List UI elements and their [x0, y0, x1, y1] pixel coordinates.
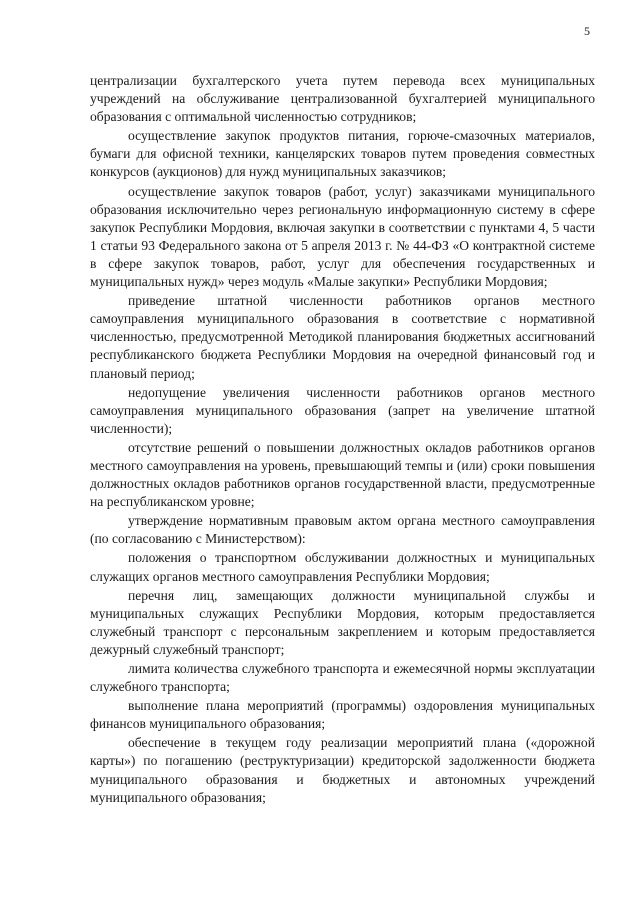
document-body	[90, 72, 595, 807]
paragraph-staff-normalization: приведение штатной численности работников органов местного самоуправления муниципального образования в соответствие с нормативной численностью, предусмотренной Методикой планирования бюджетных ассигнований республиканского бюджета Республики Мордовия на очередной финансовый год и плановый период;	[90, 293, 595, 381]
paragraph-legal-act-approval: утверждение нормативным правовым актом органа местного самоуправления (по согласованию с Министерством):	[90, 513, 595, 547]
paragraph-transport-limit: лимита количества служебного транспорта и ежемесячной нормы эксплуатации служебного транспорта;	[90, 661, 595, 695]
paragraph-recovery-plan: выполнение плана мероприятий (программы) оздоровления муниципальных финансов муниципального образования;	[90, 698, 595, 732]
paragraph-salary-increase-limit: отсутствие решений о повышении должностных окладов работников органов местного самоуправления на уровень, превышающий темпы и (или) сроки повышения должностных окладов работников органов государственной власти, предусмотренные на республиканском уровне;	[90, 439, 595, 510]
paragraph-staff-increase-ban: недопущение увеличения численности работников органов местного самоуправления муниципального образования (запрет на увеличение штатной численности);	[90, 384, 595, 436]
paragraph-regional-procurement-system: осуществление закупок товаров (работ, услуг) заказчиками муниципального образования исключительно через региональную информационную систему в сфере закупок Республики Мордовия, включая закупки в соответствии с пунктами 4, 5 части 1 статьи 93 Федерального закона от 5 апреля 2013 г. № 44-ФЗ «О контрактной системе в сфере закупок товаров, работ, услуг для обеспечения государственных и муниципальных нужд» через модуль «Малые закупки» Республики Мордовия;	[90, 183, 595, 290]
paragraph-transport-regulation: положения о транспортном обслуживании должностных и муниципальных служащих органов местного самоуправления Республики Мордовия;	[90, 550, 595, 584]
paragraph-joint-procurement: осуществление закупок продуктов питания, горюче-смазочных материалов, бумаги для офисной техники, канцелярских товаров путем проведения совместных конкурсов (аукционов) для нужд муниципальных заказчиков;	[90, 128, 595, 180]
page-number: 5	[584, 24, 590, 38]
paragraph-transport-persons-list: перечня лиц, замещающих должности муниципальной службы и муниципальных служащих Республики Мордовия, которым предоставляется служебный транспорт с персональным закреплением и которым предоставляется дежурный служебный транспорт;	[90, 587, 595, 657]
paragraph-accounting-centralization: централизации бухгалтерского учета путем перевода всех муниципальных учреждений на обслуживание централизованной бухгалтерией муниципального образования с оптимальной численностью сотрудников;	[90, 73, 595, 125]
paragraph-debt-roadmap: обеспечение в текущем году реализации мероприятий плана («дорожной карты») по погашению (реструктуризации) кредиторской задолженности бюджета муниципального образования и бюджетных и автономных учреждений муниципального образования;	[90, 735, 595, 805]
